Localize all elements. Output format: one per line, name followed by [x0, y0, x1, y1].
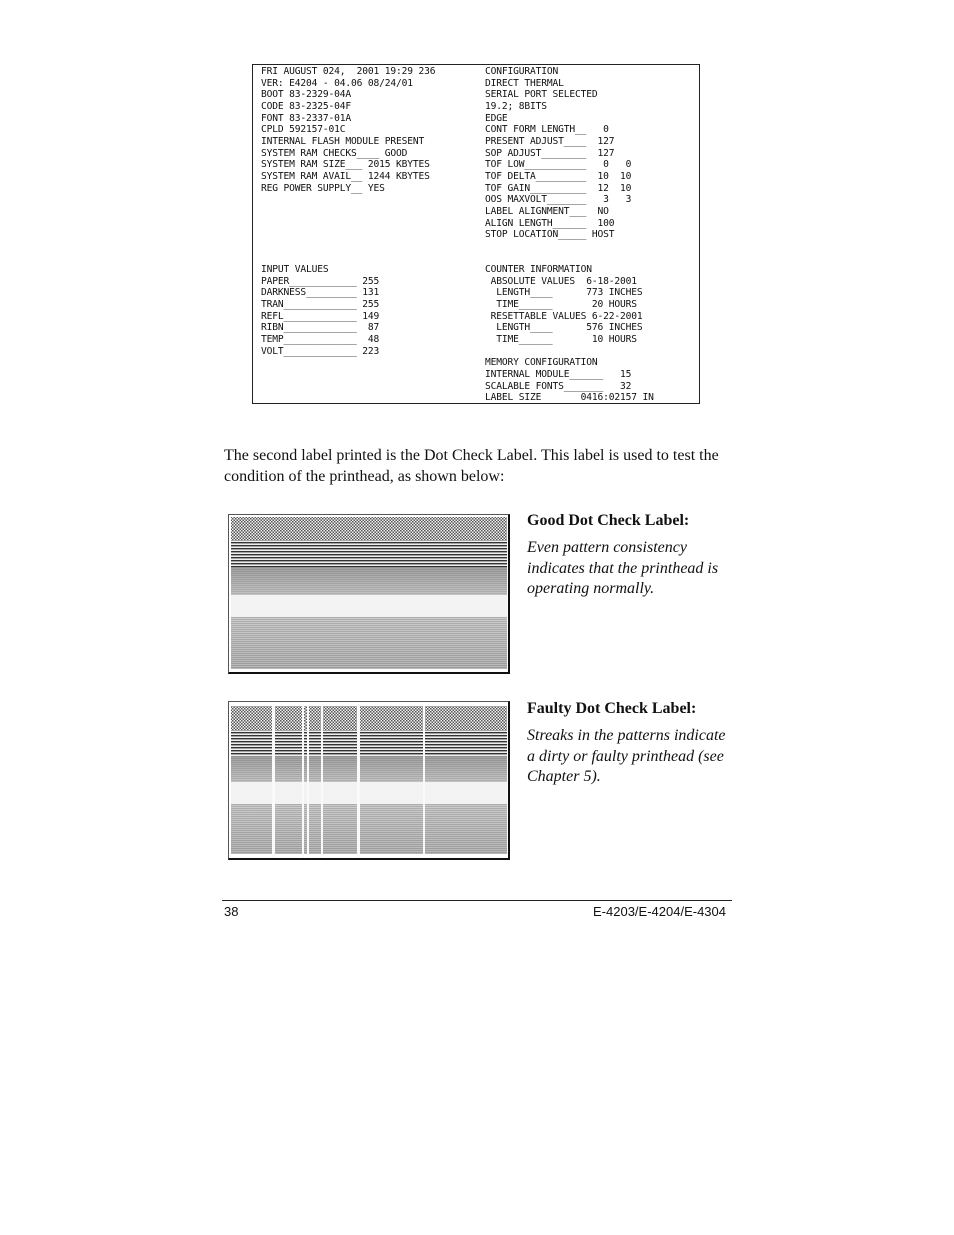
footer-model-name: E-4203/E-4204/E-4304: [593, 904, 726, 919]
faulty-dot-check-pattern: [229, 702, 510, 860]
intro-paragraph: The second label printed is the Dot Check Label. This label is used to test the condition of the printhead, as shown below:: [224, 447, 719, 485]
faulty-dot-check-caption: [527, 698, 727, 788]
good-dot-check-image: [228, 514, 510, 674]
config-left-column: FRI AUGUST 024, 2001 19:29 236 VER: E4204 - 04.06 08/24/01 BOOT 83-2329-04A CODE 83-2325-04F FONT 83-2337-01A CPLD 592157-01C INTERNAL FLASH MODULE PRESENT SYSTEM RAM CHECKS____ GOOD SYSTEM RAM SIZE___ 2015 KBYTES SYSTEM RAM AVAIL__ 1244 KBYTES REG POWER SUPPLY__ YES INPUT VALUES PAPER____________ 255 DARKNESS_________ 131 TRAN_____________ 255 REFL_____________ 149 RIBN_____________ 87 TEMP_____________ 48 VOLT_____________ 223: [261, 66, 436, 357]
good-dot-check-description: Even pattern consistency indicates that the printhead is operating normally.: [527, 539, 719, 597]
configuration-label-printout: [252, 64, 700, 404]
footer-divider: [222, 900, 732, 901]
faulty-dot-check-image: [228, 701, 510, 860]
config-right-column: CONFIGURATION DIRECT THERMAL SERIAL PORT SELECTED 19.2; 8BITS EDGE CONT FORM LENGTH__ 0 PRESENT ADJUST____ 127 SOP ADJUST________ 127 TOF LOW___________ 0 0 TOF DELTA_________ 10 10 TOF GAIN__________ 12 10 OOS MAXVOLT_______ 3 3 LABEL ALIGNMENT___ NO ALIGN LENGTH______ 100 STOP LOCATION_____ HOST COUNTER INFORMATION ABSOLUTE VALUES 6-18-2001 LENGTH____ 773 INCHES TIME______ 20 HOURS RESETTABLE VALUES 6-22-2001 LENGTH____ 576 INCHES TIME______ 10 HOURS MEMORY CONFIGURATION INTERNAL MODULE______ 15 SCALABLE FONTS_______ 32 LABEL SIZE 0416:02157 IN: [485, 66, 654, 404]
page-number: 38: [224, 904, 239, 919]
good-dot-check-caption: [527, 510, 727, 600]
faulty-dot-check-description: Streaks in the patterns indicate a dirty or faulty printhead (see Chapter 5).: [527, 727, 726, 785]
faulty-dot-check-title: Faulty Dot Check Label:: [527, 700, 697, 717]
good-dot-check-title: Good Dot Check Label:: [527, 512, 690, 529]
good-dot-check-pattern: [229, 515, 510, 674]
